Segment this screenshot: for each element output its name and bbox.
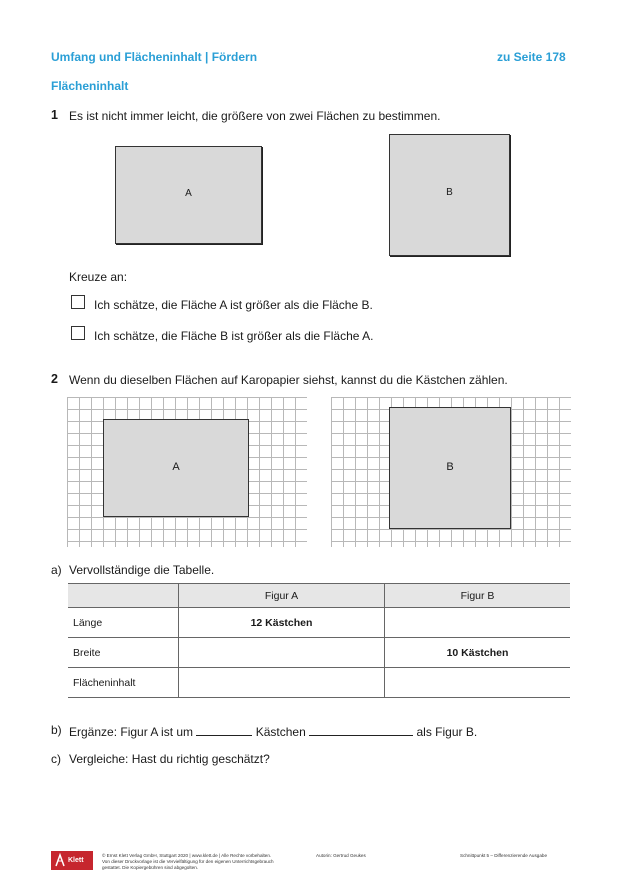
copyright-notice xyxy=(102,853,312,871)
copyright-line-3: gestattet. Die Kopiergebühren sind abgegolten. xyxy=(102,865,199,870)
shape-b xyxy=(389,134,510,256)
copyright-line-1: © Ernst Klett Verlag GmbH, Stuttgart 2020 | www.klett.de | Alle Rechte vorbehalten. xyxy=(102,853,272,858)
cell-breite-b[interactable] xyxy=(385,638,571,668)
subtask-a-text: Vervollständige die Tabelle. xyxy=(69,563,215,577)
blank-comparison[interactable] xyxy=(309,723,413,736)
checkbox-option-b[interactable] xyxy=(71,326,85,340)
section-subtitle: Flächeninhalt xyxy=(51,79,129,93)
task-1-number: 1 xyxy=(51,108,58,122)
row-label-breite: Breite xyxy=(68,638,179,668)
subtask-c-label: c) xyxy=(51,752,61,766)
row-label-flaecheninhalt: Flächeninhalt xyxy=(68,668,179,698)
grid-shape-a xyxy=(103,419,249,517)
task-1-text: Es ist nicht immer leicht, die größere von zwei Flächen zu bestimmen. xyxy=(69,109,441,123)
subtask-b-text-2: Kästchen xyxy=(255,725,306,739)
cell-flaeche-b[interactable] xyxy=(385,668,571,698)
option-b-label: Ich schätze, die Fläche B ist größer als die Fläche A. xyxy=(94,329,374,343)
row-label-laenge: Länge xyxy=(68,608,179,638)
grid-shape-b xyxy=(389,407,511,529)
cell-laenge-b[interactable] xyxy=(385,608,571,638)
subtask-b-text-3: als Figur B. xyxy=(416,725,478,739)
table-row xyxy=(68,668,570,698)
worksheet-title: Umfang und Flächeninhalt | Fördern xyxy=(51,50,258,64)
table-row xyxy=(68,608,570,638)
copyright-line-2: Von dieser Druckvorlage ist die Vervielfältigung für den eigenen Unterrichtsgebrauch xyxy=(102,859,274,864)
subtask-c-text: Vergleiche: Hast du richtig geschätzt? xyxy=(69,752,270,766)
author-credit: Autorin: Gertrud Geukes xyxy=(316,853,366,858)
task-2-text: Wenn du dieselben Flächen auf Karopapier siehst, kannst du die Kästchen zählen. xyxy=(69,373,508,387)
cell-breite-a[interactable] xyxy=(179,638,385,668)
table-row xyxy=(68,638,570,668)
grid-shape-a-label: A xyxy=(172,461,180,473)
shape-b-label: B xyxy=(446,187,453,198)
klett-logo-icon xyxy=(53,851,67,870)
page-reference: zu Seite 178 xyxy=(497,50,566,64)
grid-shape-b-label: B xyxy=(446,461,454,473)
cell-laenge-a-value: 12 Kästchen xyxy=(250,616,313,629)
comparison-table xyxy=(68,583,570,698)
subtask-b-text-1: Ergänze: Figur A ist um xyxy=(69,725,194,739)
table-header-figur-b: Figur B xyxy=(385,584,571,608)
table-header-cell xyxy=(68,584,179,608)
subtask-a-label: a) xyxy=(51,563,62,577)
subtask-b-sentence xyxy=(69,723,477,739)
klett-logo-text: Klett xyxy=(68,857,84,864)
task-1-prompt: Kreuze an: xyxy=(69,270,128,284)
checkbox-option-a[interactable] xyxy=(71,295,85,309)
task-2-number: 2 xyxy=(51,372,58,386)
option-a-label: Ich schätze, die Fläche A ist größer als die Fläche B. xyxy=(94,298,373,312)
table-header-figur-a: Figur A xyxy=(179,584,385,608)
series-name: Schnittpunkt 5 – Differenzierende Ausgabe xyxy=(460,853,548,858)
cell-laenge-a[interactable] xyxy=(179,608,385,638)
cell-flaeche-a[interactable] xyxy=(179,668,385,698)
grid-paper-b xyxy=(331,397,571,547)
table-header-row xyxy=(68,584,570,608)
shape-a xyxy=(115,146,262,244)
grid-paper-a xyxy=(67,397,307,547)
subtask-b-label: b) xyxy=(51,723,62,737)
klett-logo xyxy=(51,851,93,870)
cell-breite-b-value: 10 Kästchen xyxy=(446,646,509,659)
blank-difference[interactable] xyxy=(196,723,252,736)
shape-a-label: A xyxy=(185,188,192,199)
